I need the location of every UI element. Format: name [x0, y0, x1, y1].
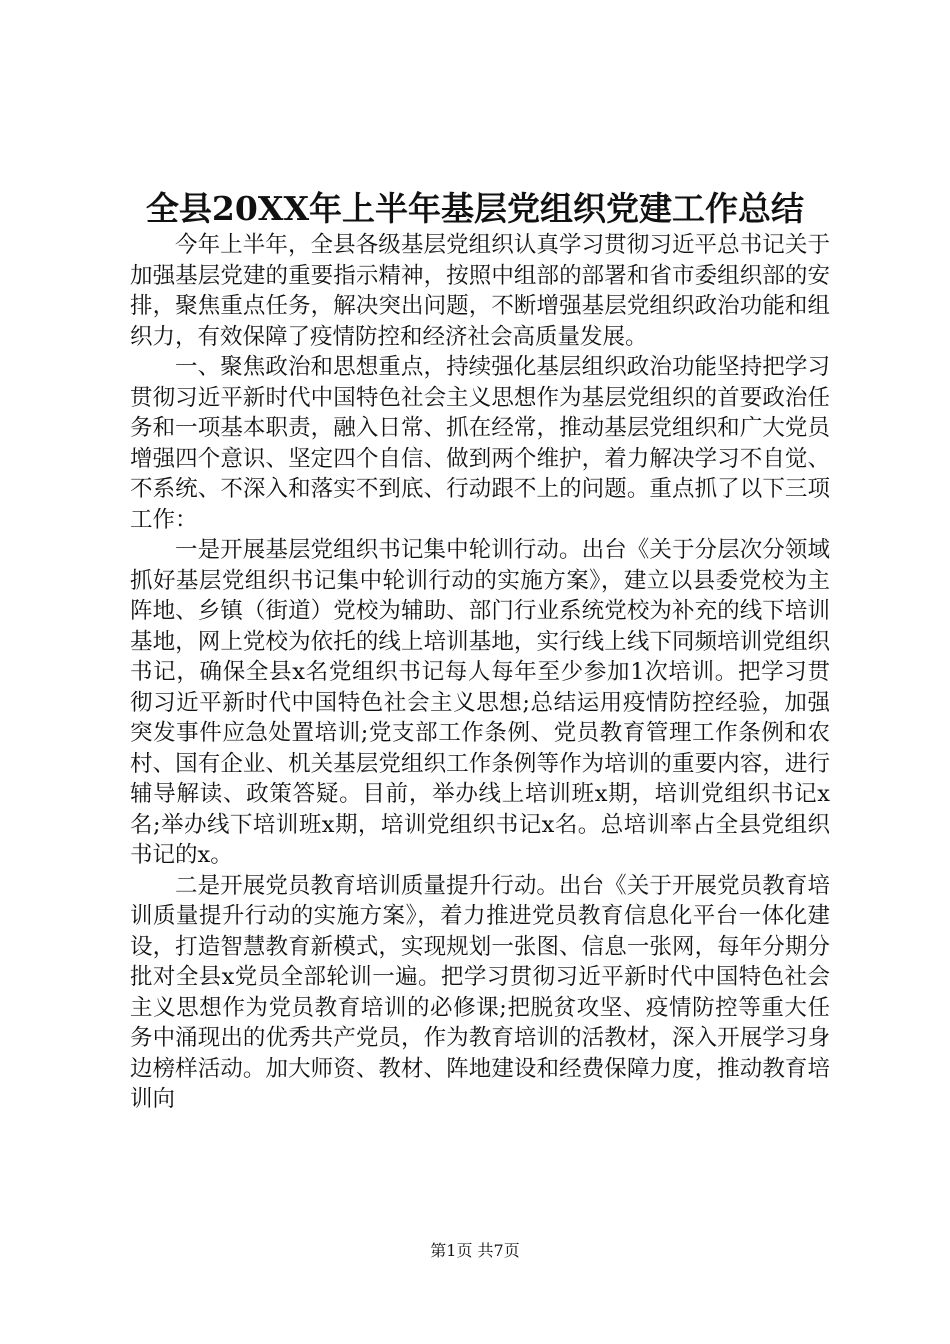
paragraph-intro: 今年上半年，全县各级基层党组织认真学习贯彻习近平总书记关于加强基层党建的重要指示精神，按照中组部的部署和省市委组织部的安排，聚焦重点任务，解决突出问题，不断增强基层党组织政治功能和组织力，有效保障了疫情防控和经济社会高质量发展。 [130, 232, 830, 350]
page-footer: 第1页 共7页 [430, 1241, 520, 1260]
paragraph-item-two: 二是开展党员教育培训质量提升行动。出台《关于开展党员教育培训质量提升行动的实施方案》，着力推进党员教育信息化平台一体化建设，打造智慧教育新模式，实现规划一张图、信息一张网，每年分期分批对全县x党员全部轮训一遍。把学习贯彻习近平新时代中国特色社会主义思想作为党员教育培训的必修课;把脱贫攻坚、疫情防控等重大任务中涌现出的优秀共产党员，作为教育培训的活教材，深入开展学习身边榜样活动。加大师资、教材、阵地建设和经费保障力度，推动教育培训向 [130, 872, 830, 1112]
document-body [130, 230, 830, 1115]
paragraph-item-one: 一是开展基层党组织书记集中轮训行动。出台《关于分层次分领域抓好基层党组织书记集中轮训行动的实施方案》，建立以县委党校为主阵地、乡镇（街道）党校为辅助、部门行业系统党校为补充的线下培训基地，网上党校为依托的线上培训基地，实行线上线下同频培训党组织书记，确保全县x名党组织书记每人每年至少参加1次培训。把学习贯彻习近平新时代中国特色社会主义思想;总结运用疫情防控经验，加强突发事件应急处置培训;党支部工作条例、党员教育管理工作条例和农村、国有企业、机关基层党组织工作条例等作为培训的重要内容，进行辅导解读、政策答疑。目前，举办线上培训班x期，培训党组织书记x名;举办线下培训班x期，培训党组织书记x名。总培训率占全县党组织书记的x。 [130, 537, 830, 868]
paragraph-section-one: 一、聚焦政治和思想重点，持续强化基层组织政治功能坚持把学习贯彻习近平新时代中国特色社会主义思想作为基层党组织的首要政治任务和一项基本职责，融入日常、抓在经常，推动基层党组织和广大党员增强四个意识、坚定四个自信、做到两个维护，着力解决学习不自觉、不系统、不深入和落实不到底、行动跟不上的问题。重点抓了以下三项工作： [130, 354, 830, 533]
document-title: 全县20XX年上半年基层党组织党建工作总结 [145, 189, 805, 228]
